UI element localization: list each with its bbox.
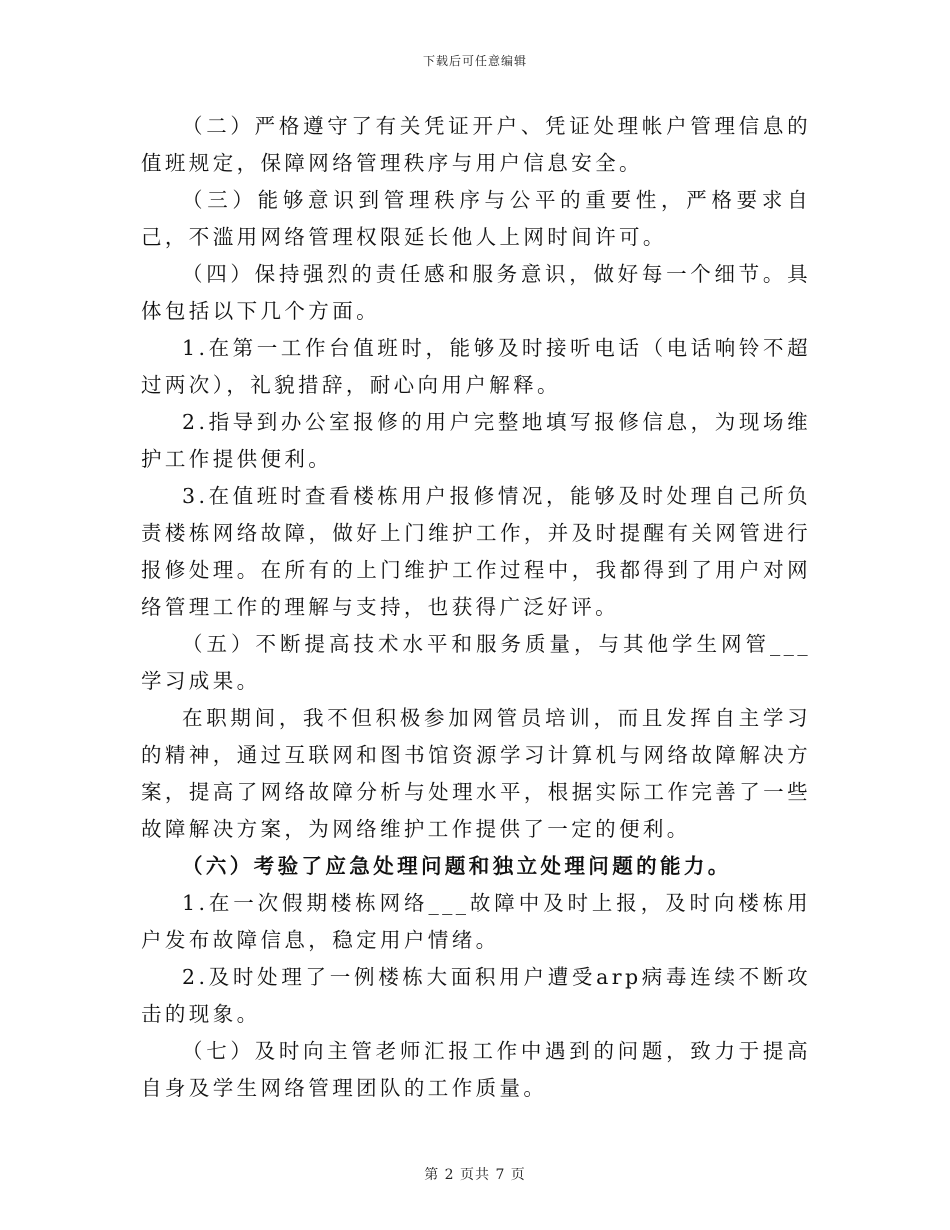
document-body (141, 108, 811, 1107)
page-footer: 第 2 页共 7 页 (424, 1167, 526, 1183)
paragraph-5-body: 在职期间，我不但积极参加网管员培训，而且发挥自主学习的精神，通过互联网和图书馆资源学习计算机与网络故障解决方案，提高了网络故障分析与处理水平，根据实际工作完善了一些故障解决方案，为网络维护工作提供了一定的便利。 (141, 706, 811, 841)
paragraph-6-item-1: 1.在一次假期楼栋网络___故障中及时上报，及时向楼栋用户发布故障信息，稳定用户情绪。 (141, 891, 811, 952)
paragraph-6-item-2: 2.及时处理了一例楼栋大面积用户遭受arp病毒连续不断攻击的现象。 (141, 965, 811, 1026)
paragraph-7: （七）及时向主管老师汇报工作中遇到的问题，致力于提高自身及学生网络管理团队的工作质量。 (141, 1039, 811, 1100)
paragraph-4-item-1: 1.在第一工作台值班时，能够及时接听电话（电话响铃不超过两次），礼貌措辞，耐心向用户解释。 (141, 336, 811, 397)
page-header: 下载后可任意编辑 (422, 54, 527, 68)
paragraph-3: （三）能够意识到管理秩序与公平的重要性，严格要求自己，不滥用网络管理权限延长他人上网时间许可。 (141, 188, 811, 249)
paragraph-5: （五）不断提高技术水平和服务质量，与其他学生网管___学习成果。 (141, 632, 811, 693)
paragraph-4: （四）保持强烈的责任感和服务意识，做好每一个细节。具体包括以下几个方面。 (141, 262, 811, 323)
paragraph-2: （二）严格遵守了有关凭证开户、凭证处理帐户管理信息的值班规定，保障网络管理秩序与用户信息安全。 (141, 114, 811, 175)
paragraph-4-item-2: 2.指导到办公室报修的用户完整地填写报修信息，为现场维护工作提供便利。 (141, 410, 811, 471)
paragraph-6-heading: （六）考验了应急处理问题和独立处理问题的能力。 (182, 854, 732, 878)
paragraph-4-item-3: 3.在值班时查看楼栋用户报修情况，能够及时处理自己所负责楼栋网络故障，做好上门维护工作，并及时提醒有关网管进行报修处理。在所有的上门维护工作过程中，我都得到了用户对网络管理工作的理解与支持，也获得广泛好评。 (141, 484, 811, 619)
